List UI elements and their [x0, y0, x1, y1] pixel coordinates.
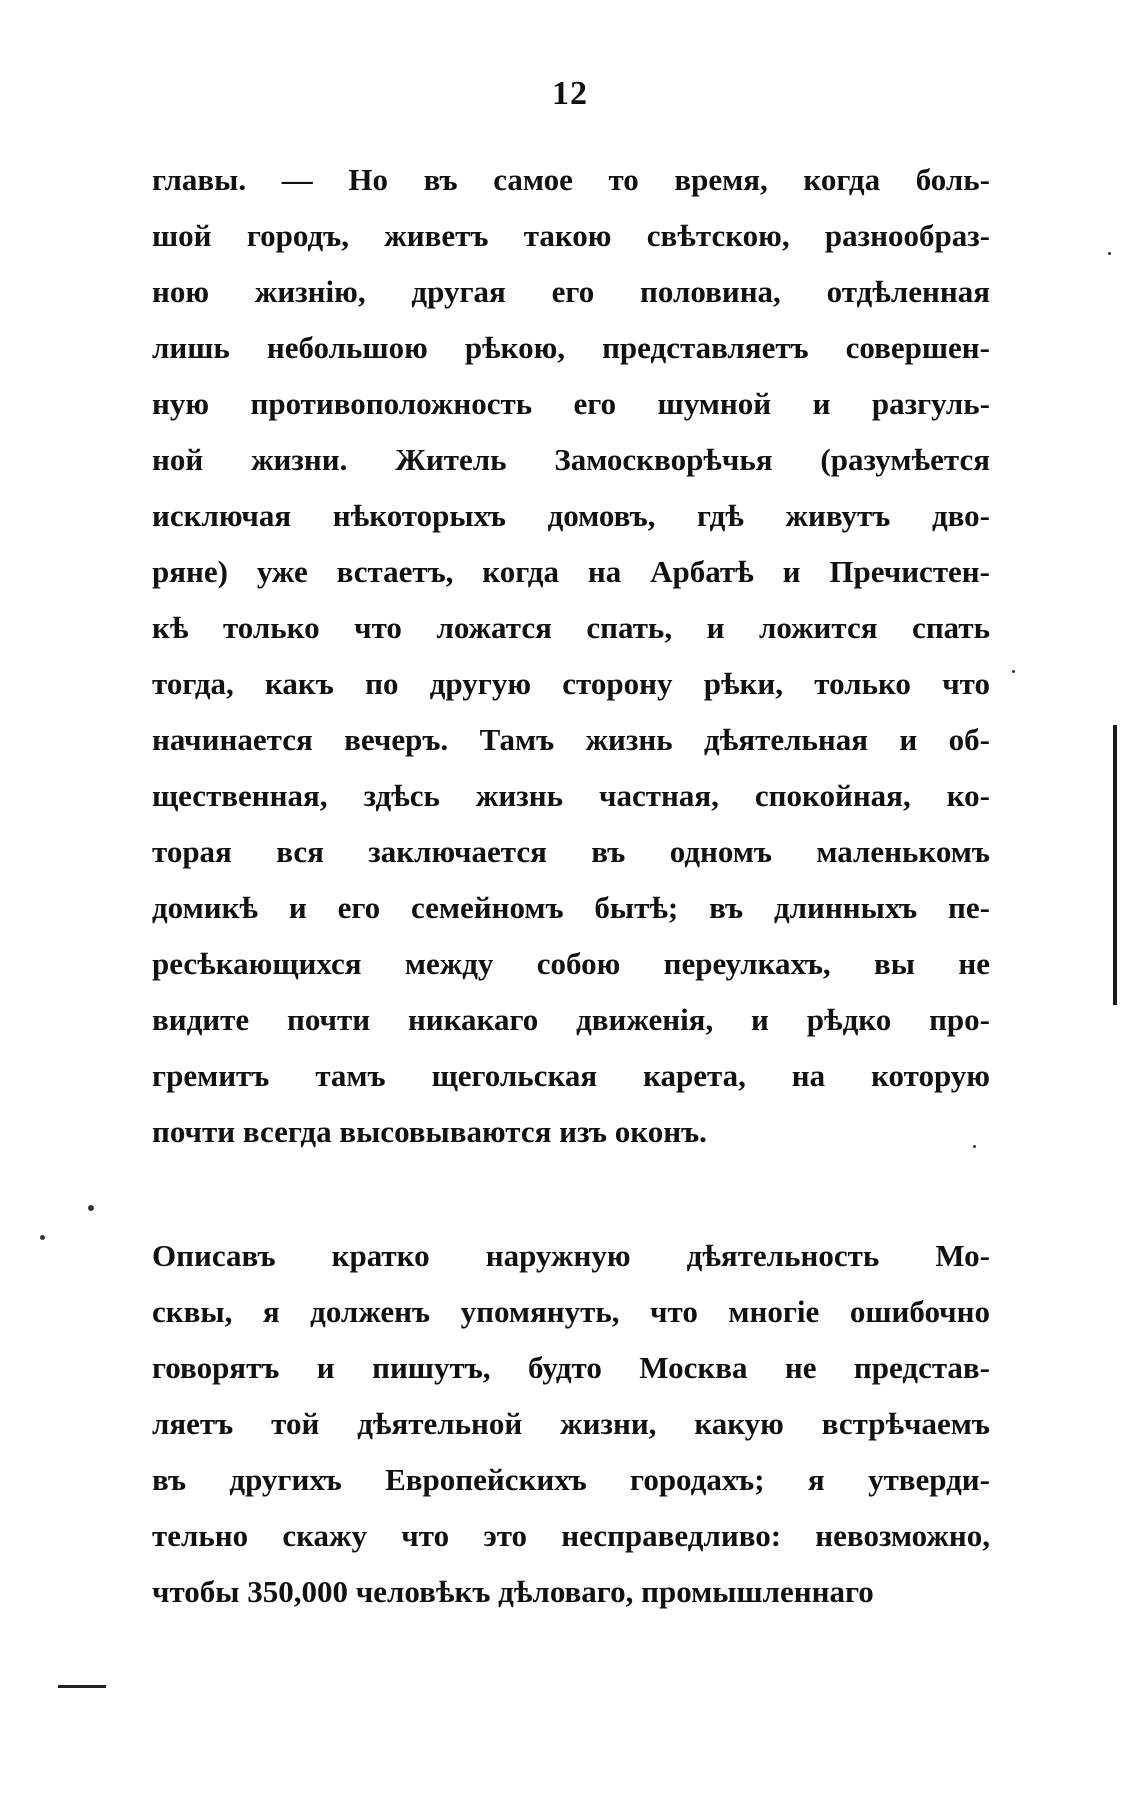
- paragraph-1: [152, 152, 990, 1160]
- text-line: щественная, здѣсь жизнь частная, спокойная, ко-: [152, 778, 990, 813]
- scan-speck: [1012, 670, 1015, 673]
- scan-speck: [973, 1145, 976, 1148]
- scan-speck: [40, 1235, 45, 1240]
- text-line: ресѣкающихся между собою переулкахъ, вы не: [152, 946, 990, 981]
- paragraph-2: [152, 1228, 990, 1620]
- text-line: лишь небольшою рѣкою, представляетъ совершен-: [152, 330, 990, 365]
- text-line: тогда, какъ по другую сторону рѣки, только что: [152, 666, 990, 701]
- scan-speck: [1108, 252, 1111, 255]
- text-line: ряне) уже встаетъ, когда на Арбатѣ и Пречистен-: [152, 554, 990, 589]
- scan-speck: [88, 1205, 94, 1211]
- text-line: шой городъ, живетъ такою свѣтскою, разнообраз-: [152, 218, 990, 253]
- text-line: Описавъ кратко наружную дѣятельность Мо-: [152, 1238, 990, 1273]
- text-line: начинается вечеръ. Тамъ жизнь дѣятельная и об-: [152, 722, 990, 757]
- text-line: торая вся заключается въ одномъ маленькомъ: [152, 834, 990, 869]
- text-line: гремитъ тамъ щегольская карета, на которую: [152, 1058, 990, 1093]
- text-line: ною жизнію, другая его половина, отдѣленная: [152, 274, 990, 309]
- footer-rule: [58, 1685, 106, 1688]
- text-line: ную противоположность его шумной и разгуль-: [152, 386, 990, 421]
- text-line: почти всегда высовываются изъ оконъ.: [152, 1114, 707, 1149]
- text-line: чтобы 350,000 человѣкъ дѣловаго, промышленнаго: [152, 1574, 874, 1609]
- text-line: видите почти никакаго движенія, и рѣдко про-: [152, 1002, 990, 1037]
- text-line: ной жизни. Житель Замоскворѣчья (разумѣется: [152, 442, 990, 477]
- scan-margin-shadow: [1113, 725, 1117, 1005]
- text-line: главы. — Но въ самое то время, когда боль-: [152, 162, 990, 197]
- text-line: домикѣ и его семейномъ бытѣ; въ длинныхъ пе-: [152, 890, 990, 925]
- text-line: говорятъ и пишутъ, будто Москва не представ-: [152, 1350, 990, 1385]
- text-line: кѣ только что ложатся спать, и ложится спать: [152, 610, 990, 645]
- text-line: тельно скажу что это несправедливо: невозможно,: [152, 1518, 990, 1553]
- text-line: ляетъ той дѣятельной жизни, какую встрѣчаемъ: [152, 1406, 990, 1441]
- text-line: исключая нѣкоторыхъ домовъ, гдѣ живутъ дво-: [152, 498, 990, 533]
- text-line: сквы, я долженъ упомянуть, что многіе ошибочно: [152, 1294, 990, 1329]
- text-line: въ другихъ Европейскихъ городахъ; я утверди-: [152, 1462, 990, 1497]
- page-number: 12: [552, 75, 588, 112]
